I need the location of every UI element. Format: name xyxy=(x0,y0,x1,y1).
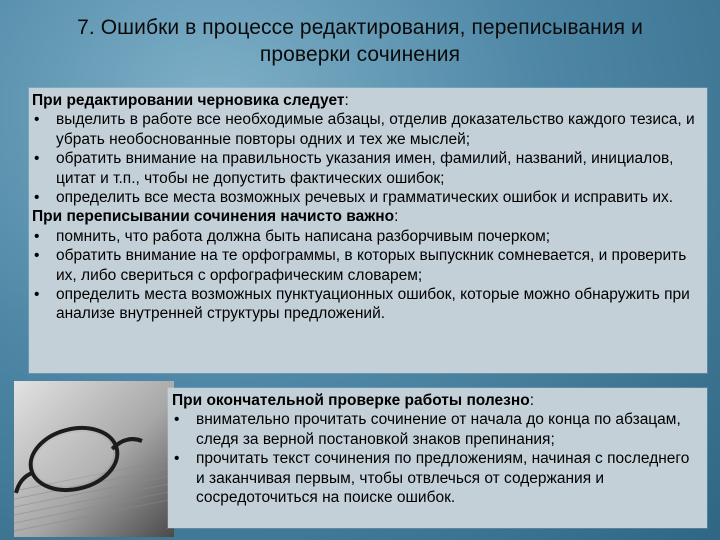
list-item: • выделить в работе все необходимые абзацы, отделив доказательство каждого тезиса, и убрать необоснованные повторы одних и тех же мыслей; xyxy=(32,110,704,149)
final-check-heading-colon: : xyxy=(529,392,534,409)
glasses-icon xyxy=(14,381,174,537)
rewriting-list xyxy=(32,227,704,324)
final-check-heading xyxy=(172,391,702,410)
title-line-1: 7. Ошибки в процессе редактирования, переписывания и xyxy=(77,16,643,39)
rewriting-heading xyxy=(32,207,704,226)
list-item: • определить все места возможных речевых и грамматических ошибок и исправить их. xyxy=(32,188,704,207)
rewriting-heading-colon: : xyxy=(394,208,399,226)
list-item: • внимательно прочитать сочинение от начала до конца по абзацам, следя за верной постановкой знаков препинания; xyxy=(172,410,702,449)
final-check-list xyxy=(172,410,702,507)
draft-editing-heading xyxy=(32,91,704,110)
draft-editing-list xyxy=(32,110,704,207)
final-check-heading-text: При окончательной проверке работы полезно xyxy=(172,392,530,409)
title-line-2: проверки сочинения xyxy=(259,43,461,66)
final-check-panel xyxy=(168,388,707,528)
rewriting-heading-text: При переписывании сочинения начисто важно xyxy=(32,208,395,226)
list-item: • определить места возможных пунктуационных ошибок, которые можно обнаружить при анализе внутренней структуры предложений. xyxy=(32,285,704,324)
list-item: • обратить внимание на правильность указания имен, фамилий, названий, инициалов, цитат и т.п., чтобы не допустить фактических ошибок; xyxy=(32,149,704,188)
draft-editing-heading-colon: : xyxy=(344,92,349,109)
list-item: • помнить, что работа должна быть написана разборчивым почерком; xyxy=(32,227,704,246)
slide-title xyxy=(0,14,720,68)
list-item: • прочитать текст сочинения по предложениям, начиная с последнего и заканчивая первым, чтобы отвлечься от содержания и сосредоточиться на поиске ошибок. xyxy=(172,449,702,507)
list-item: • обратить внимание на те орфограммы, в которых выпускник сомневается, и проверить их, либо свериться с орфографическим словарем; xyxy=(32,246,704,285)
glasses-on-book-photo xyxy=(14,381,174,537)
draft-editing-heading-text: При редактировании черновика следует xyxy=(32,92,345,109)
editing-rules-panel xyxy=(29,88,707,373)
